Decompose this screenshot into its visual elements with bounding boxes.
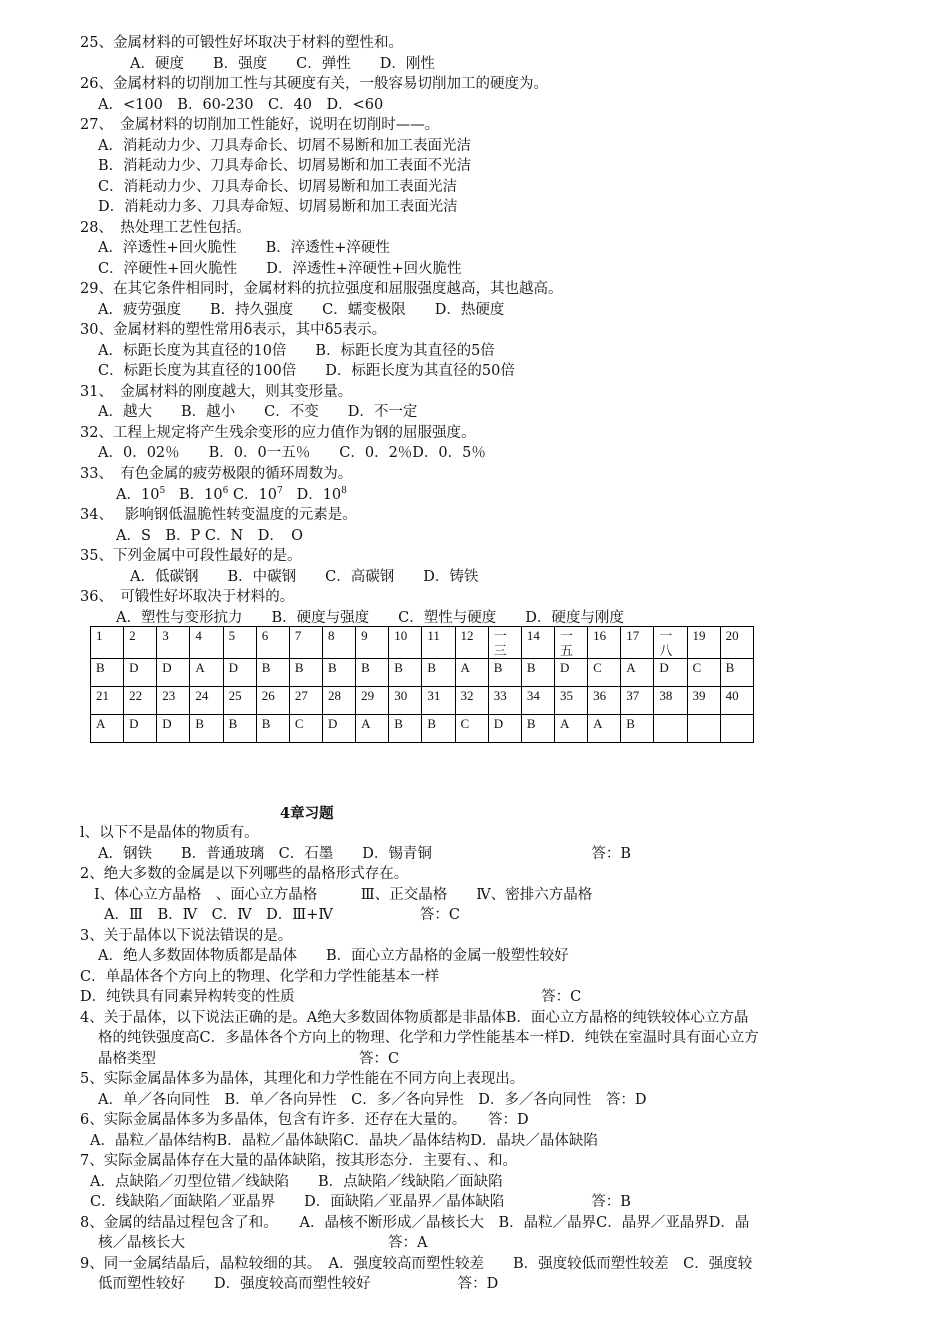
answer-table-cell: 2	[124, 627, 157, 659]
answer-table-cell: B	[422, 659, 455, 687]
answer-table-cell: D	[157, 715, 190, 743]
answer-table-cell: 14	[521, 627, 554, 659]
answer-table-cell: 28	[322, 687, 355, 715]
question-29: 29、在其它条件相同时，金属材料的抗拉强度和屈服强度越高，其也越高。	[80, 281, 563, 297]
answer-table-cell: D	[157, 659, 190, 687]
answer-table-cell: A	[91, 715, 124, 743]
answer-table-cell: B	[488, 659, 521, 687]
answer-table-cell: D	[654, 659, 687, 687]
answer-table-cell: 16	[588, 627, 621, 659]
option-4-3-c: C．单晶体各个方向上的物理、化学和力学性能基本一样	[80, 969, 440, 985]
answer-table-cell: 26	[256, 687, 289, 715]
question-4-3: 3、关于晶体以下说法错误的是。	[80, 928, 293, 944]
answer-table-cell: 7	[289, 627, 322, 659]
answer-table-cell: B	[389, 659, 422, 687]
question-4-2: 2、绝大多数的金属是以下列哪些的晶格形式存在。	[80, 866, 409, 882]
answer-table-cell: 23	[157, 687, 190, 715]
answer-table-cell: D	[322, 715, 355, 743]
answer-table-cell: B	[322, 659, 355, 687]
answer-table-cell: 27	[289, 687, 322, 715]
question-4-4-line3: 晶格类型 答：C	[98, 1051, 400, 1067]
answer-table-cell: D	[488, 715, 521, 743]
options-4-7-ab: A．点缺陷／刃型位错／线缺陷 B．点缺陷／线缺陷／面缺陷	[90, 1174, 503, 1190]
answer-table-cell: C	[455, 715, 488, 743]
answer-table-cell: 8	[322, 627, 355, 659]
question-31: 31、 金属材料的刚度越大，则其变形量。	[80, 384, 353, 400]
answer-table-cell: D	[554, 659, 587, 687]
answer-table-cell	[654, 715, 687, 743]
answer-table-cell: 20	[720, 627, 753, 659]
answer-table-cell: 10	[389, 627, 422, 659]
answer-table-cell: 25	[223, 687, 256, 715]
answer-table-cell: 一八	[654, 627, 687, 659]
answer-table-cell: C	[687, 659, 720, 687]
options-4-2: A．Ⅲ B．Ⅳ C．Ⅳ D．Ⅲ+Ⅳ 答：C	[104, 907, 461, 923]
answer-table-cell: D	[124, 659, 157, 687]
options-32: A．0．02％ B．0．0一五％ C．0．2％D．0．5％	[98, 445, 486, 461]
options-25: A．硬度 B．强度 C．弹性 D．刚性	[130, 56, 435, 72]
answer-table-cell: 12	[455, 627, 488, 659]
answer-table-cell: C	[289, 715, 322, 743]
options-4-3-ab: A．绝人多数固体物质都是晶体 B．面心立方晶格的金属一般塑性较好	[98, 948, 569, 964]
answer-table-cell: 40	[720, 687, 753, 715]
answer-table-cell: A	[621, 659, 654, 687]
answer-table-cell: B	[356, 659, 389, 687]
question-34: 34、 影响钢低温脆性转变温度的元素是。	[80, 507, 357, 523]
answer-table-cell: B	[621, 715, 654, 743]
question-28: 28、 热处理工艺性包括。	[80, 220, 251, 236]
options-36: A．塑性与变形抗力 B．硬度与强度 C．塑性与硬度 D．硬度与刚度	[116, 610, 624, 626]
question-32: 32、工程上规定将产生残余变形的应力值作为钢的屈服强度。	[80, 425, 476, 441]
option-27b: B．消耗动力少、刀具寿命长、切屑易断和加工表面不光洁	[98, 158, 472, 174]
answer-table-cell: 33	[488, 687, 521, 715]
question-4-5: 5、实际金属晶体多为晶体，其理化和力学性能在不同方向上表现出。	[80, 1071, 525, 1087]
answer-table-cell: A	[190, 659, 223, 687]
answer-table-cell: 1	[91, 627, 124, 659]
section-title: 4章习题	[280, 805, 334, 822]
answer-table-cell: A	[356, 715, 389, 743]
question-4-9-line2: 低而塑性较好 D．强度较高而塑性较好 答：D	[98, 1276, 499, 1292]
answer-table-cell: 38	[654, 687, 687, 715]
options-26: A．<100 B．60-230 C．40 D．<60	[98, 97, 384, 113]
answer-table-cell: 22	[124, 687, 157, 715]
answer-table-cell: B	[389, 715, 422, 743]
question-33: 33、 有色金属的疲劳极限的循环周数为。	[80, 466, 353, 482]
answer-table-cell: B	[256, 715, 289, 743]
answer-table-cell: 一五	[554, 627, 587, 659]
answer-table-cell: 30	[389, 687, 422, 715]
answer-table-cell: A	[588, 715, 621, 743]
answer-table-cell: 4	[190, 627, 223, 659]
question-4-8-line1: 8、金属的结晶过程包含了和。 A．晶核不断形成／晶核长大 B．晶粒／晶界C．晶界／亚晶界D．晶	[80, 1215, 750, 1231]
options-4-7-cd: C．线缺陷／面缺陷／亚晶界 D．面缺陷／亚晶界／晶体缺陷 答：B	[90, 1194, 631, 1210]
question-4-6: 6、实际金属晶体多为多晶体，包含有许多．还存在大量的。 答：D	[80, 1112, 529, 1128]
question-35: 35、下列金属中可段性最好的是。	[80, 548, 302, 564]
options-4-6: A．晶粒／晶体结构B．晶粒／晶体缺陷C．晶块／晶体结构D．晶块／晶体缺陷	[90, 1133, 598, 1149]
answer-table-cell: B	[289, 659, 322, 687]
answer-table-cell: 37	[621, 687, 654, 715]
answer-table-cell: 11	[422, 627, 455, 659]
answer-table-cell: 31	[422, 687, 455, 715]
answer-table-cell: D	[223, 659, 256, 687]
answer-table-cell: 32	[455, 687, 488, 715]
answer-table-cell: B	[422, 715, 455, 743]
answer-table-cell: A	[554, 715, 587, 743]
answer-table-row	[91, 687, 754, 715]
answer-table-row	[91, 715, 754, 743]
answer-table-cell: B	[256, 659, 289, 687]
answer-table-cell: B	[521, 715, 554, 743]
options-35: A．低碳钢 B．中碳钢 C．高碳钢 D．铸铁	[130, 569, 479, 585]
options-28-cd: C．淬硬性+回火脆性 D．淬透性+淬硬性+回火脆性	[98, 261, 462, 277]
answer-table-row	[91, 627, 754, 659]
question-4-4-line2: 格的纯铁强度高C．多晶体各个方向上的物理、化学和力学性能基本一样D．纯铁在室温时具有面心立方	[98, 1030, 759, 1046]
answer-table-cell: 9	[356, 627, 389, 659]
answer-table-cell: B	[91, 659, 124, 687]
question-4-8-line2: 核／晶核长大 答：A	[98, 1235, 428, 1251]
answer-table-cell: D	[124, 715, 157, 743]
options-33: A．$10^5$ B．$10^6$ C．$10^7$ D．$10^8$	[116, 486, 347, 503]
answer-table-cell: 5	[223, 627, 256, 659]
options-34: A．S B．P C．N D． O	[116, 528, 303, 544]
answer-table-cell	[687, 715, 720, 743]
option-27d: D．消耗动力多、刀具寿命短、切屑易断和加工表面光洁	[98, 199, 458, 215]
option-27a: A．消耗动力少、刀具寿命长、切屑不易断和加工表面光洁	[98, 138, 471, 154]
answer-table-cell: 17	[621, 627, 654, 659]
options-28-ab: A．淬透性+回火脆性 B．淬透性+淬硬性	[98, 240, 390, 256]
items-4-2: Ⅰ、体心立方晶格 、面心立方晶格 Ⅲ、正交晶格 Ⅳ、密排六方晶格	[94, 887, 593, 903]
answer-table-cell: 6	[256, 627, 289, 659]
question-4-7: 7、实际金属晶体存在大量的晶体缺陷，按其形态分．主要有、、和。	[80, 1153, 517, 1169]
answer-table-cell: 3	[157, 627, 190, 659]
question-36: 36、 可锻性好坏取决于材料的。	[80, 589, 295, 605]
answer-table-cell	[720, 715, 753, 743]
options-4-1: A．钢铁 B．普通玻璃 C．石墨 D．锡青铜 答：B	[98, 846, 631, 862]
question-26: 26、金属材料的切削加工性与其硬度有关，一般容易切削加工的硬度为。	[80, 76, 548, 92]
answer-table	[90, 626, 754, 743]
answer-table-cell: 24	[190, 687, 223, 715]
answer-table-row	[91, 659, 754, 687]
answer-table-cell: 19	[687, 627, 720, 659]
answer-table-cell: B	[720, 659, 753, 687]
answer-table-cell: 一三	[488, 627, 521, 659]
answer-table-cell: B	[190, 715, 223, 743]
answer-table-cell: 35	[554, 687, 587, 715]
option-4-3-d: D．纯铁具有同素异构转变的性质 答：C	[80, 989, 582, 1005]
option-27c: C．消耗动力少、刀具寿命长、切屑易断和加工表面光洁	[98, 179, 458, 195]
options-30-cd: C．标距长度为其直径的100倍 D．标距长度为其直径的50倍	[98, 363, 515, 379]
options-4-5: A．单／各向同性 B．单／各向异性 C．多／各向异性 D．多／各向同性 答：D	[98, 1092, 647, 1108]
answer-table-cell: 39	[687, 687, 720, 715]
question-27: 27、 金属材料的切削加工性能好，说明在切削时——。	[80, 117, 440, 133]
answer-table-cell: A	[455, 659, 488, 687]
answer-table-cell: 21	[91, 687, 124, 715]
question-4-9-line1: 9、同一金属结晶后，晶粒较细的其。 A．强度较高而塑性较差 B．强度较低而塑性较差 C．强度较	[80, 1256, 753, 1272]
answer-table-cell: 34	[521, 687, 554, 715]
question-25: 25、金属材料的可锻性好坏取决于材料的塑性和。	[80, 35, 403, 51]
options-31: A．越大 B．越小 C．不变 D．不一定	[98, 404, 418, 420]
answer-table-cell: B	[521, 659, 554, 687]
answer-table-cell: 29	[356, 687, 389, 715]
question-30: 30、金属材料的塑性常用δ表示，其中δ5表示。	[80, 322, 387, 338]
answer-table-cell: C	[588, 659, 621, 687]
options-30-ab: A．标距长度为其直径的10倍 B．标距长度为其直径的5倍	[98, 343, 495, 359]
question-4-4-line1: 4、关于晶体，以下说法正确的是。A绝大多数固体物质都是非晶体B．面心立方晶格的纯铁较体心立方晶	[80, 1010, 749, 1026]
answer-table-cell: B	[223, 715, 256, 743]
question-4-1: l、以下不是晶体的物质有。	[80, 825, 259, 841]
options-29: A．疲劳强度 B．持久强度 C．蠕变极限 D．热硬度	[98, 302, 505, 318]
answer-table-cell: 36	[588, 687, 621, 715]
